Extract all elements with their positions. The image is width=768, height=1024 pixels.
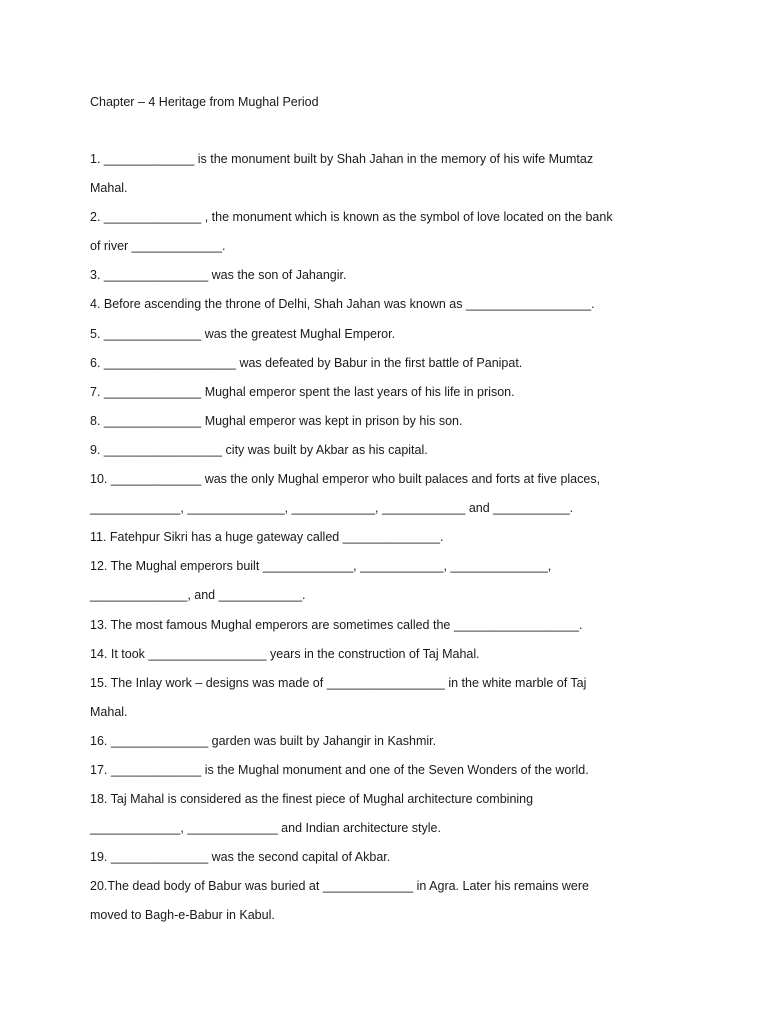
question-line: Mahal. [90, 181, 128, 196]
question-line: 18. Taj Mahal is considered as the finest piece of Mughal architecture combining [90, 792, 534, 807]
question-line: _____________, ______________, ____________, ____________ and ___________. [90, 501, 574, 516]
question-line: 4. Before ascending the throne of Delhi, Shah Jahan was known as __________________. [90, 297, 595, 312]
question-line: 19. ______________ was the second capital of Akbar. [90, 850, 391, 865]
question-line: 2. ______________ , the monument which is known as the symbol of love located on the bank [90, 210, 613, 225]
question-line: 17. _____________ is the Mughal monument and one of the Seven Wonders of the world. [90, 762, 589, 777]
question-list [90, 150, 710, 936]
question-line: 3. _______________ was the son of Jahangir. [90, 268, 347, 283]
question-line: moved to Bagh-e-Babur in Kabul. [90, 908, 275, 923]
question-line: 10. _____________ was the only Mughal emperor who built palaces and forts at five places, [90, 472, 601, 487]
question-line: 9. _________________ city was built by Akbar as his capital. [90, 442, 428, 457]
question-line: 6. ___________________ was defeated by Babur in the first battle of Panipat. [90, 355, 523, 370]
question-line: 8. ______________ Mughal emperor was kept in prison by his son. [90, 413, 463, 428]
question-line: _____________, _____________ and Indian architecture style. [90, 821, 441, 836]
question-line: 14. It took _________________ years in the construction of Taj Mahal. [90, 646, 480, 661]
question-line: 15. The Inlay work – designs was made of _________________ in the white marble of Taj [90, 675, 587, 690]
question-line: Mahal. [90, 704, 128, 719]
question-line: 7. ______________ Mughal emperor spent the last years of his life in prison. [90, 384, 515, 399]
question-line: of river _____________. [90, 239, 226, 254]
question-line: 11. Fatehpur Sikri has a huge gateway called ______________. [90, 530, 444, 545]
question-line: 13. The most famous Mughal emperors are sometimes called the __________________. [90, 617, 583, 632]
question-line: 20.The dead body of Babur was buried at _____________ in Agra. Later his remains were [90, 879, 589, 894]
question-line: ______________, and ____________. [90, 588, 306, 603]
question-line: 16. ______________ garden was built by Jahangir in Kashmir. [90, 733, 437, 748]
question-line: 1. _____________ is the monument built by Shah Jahan in the memory of his wife Mumtaz [90, 152, 594, 166]
page-title: Chapter – 4 Heritage from Mughal Period [90, 95, 319, 109]
question-line: 12. The Mughal emperors built _____________, ____________, ______________, [90, 559, 552, 574]
question-line: 5. ______________ was the greatest Mughal Emperor. [90, 326, 396, 341]
